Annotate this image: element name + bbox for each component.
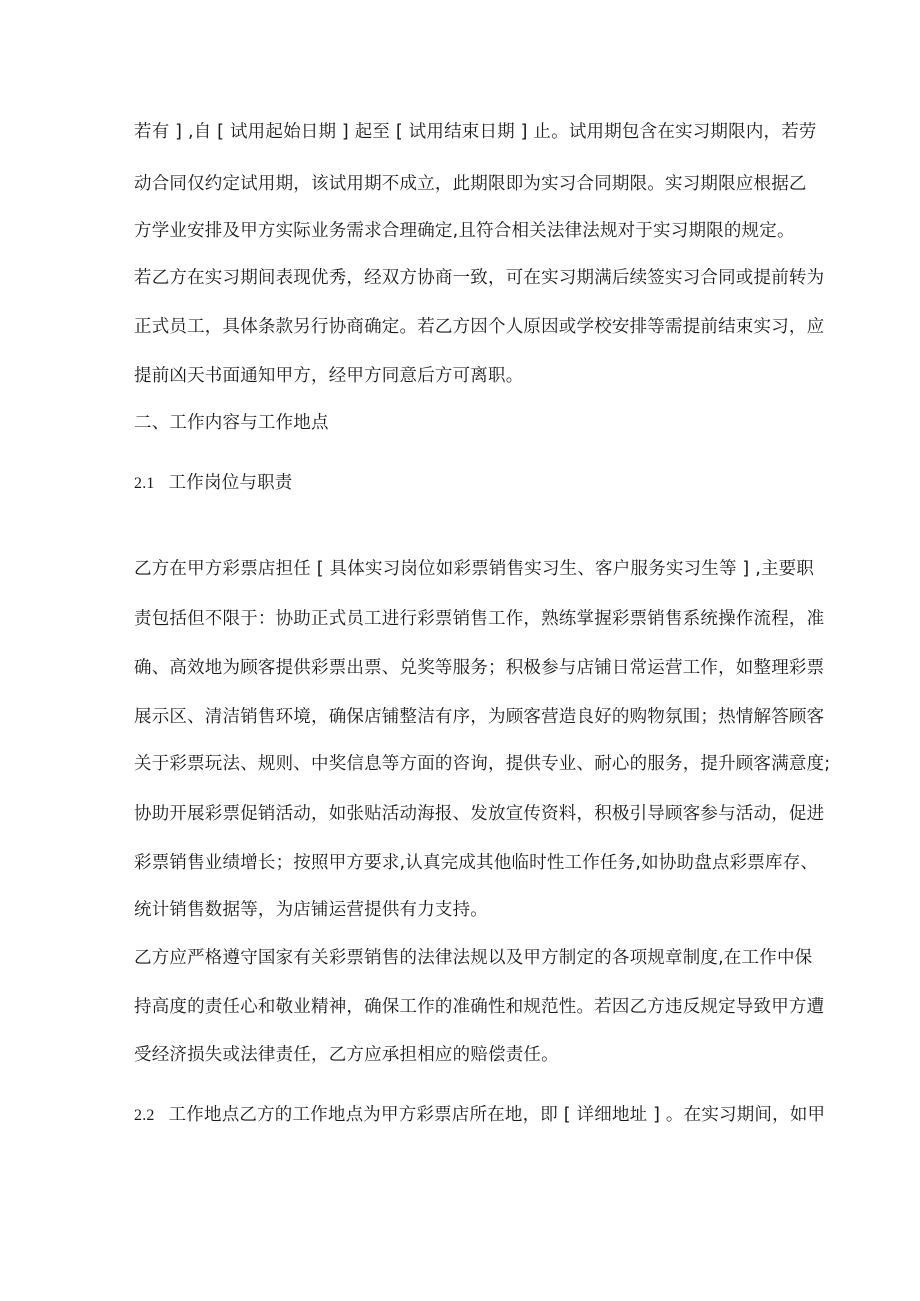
paragraph-line: 协助开展彩票促销活动，如张贴活动海报、发放宣传资料，积极引导顾客参与活动，促进	[134, 804, 825, 824]
paragraph-line: 动合同仅约定试用期，该试用期不成立，此期限即为实习合同期限。实习期限应根据乙	[134, 174, 807, 194]
subsection-number: 2.2	[134, 1107, 155, 1124]
paragraph-line: 展示区、清洁销售环境，确保店铺整洁有序，为顾客营造良好的购物氛围；热情解答顾客	[134, 707, 825, 727]
paragraph-line: 若有 ] ,自 [ 试用起始日期 ] 起至 [ 试用结束日期 ] 止。试用期包含在实习期限内，若劳	[134, 122, 817, 142]
paragraph-line: 若乙方在实习期间表现优秀，经双方协商一致，可在实习期满后续签实习合同或提前转为	[134, 268, 825, 288]
paragraph-line: 责包括但不限于：协助正式员工进行彩票销售工作，熟练掌握彩票销售系统操作流程，准	[134, 609, 825, 629]
section-heading: 二、工作内容与工作地点	[134, 413, 329, 433]
paragraph-line: 持高度的责任心和敬业精神，确保工作的准确性和规范性。若因乙方违反规定导致甲方遭	[134, 997, 825, 1017]
paragraph-line: 彩票销售业绩增长；按照甲方要求,认真完成其他临时性工作任务,如协助盘点彩票库存、	[134, 853, 819, 873]
paragraph-line: 确、高效地为顾客提供彩票出票、兑奖等服务；积极参与店铺日常运营工作，如整理彩票	[134, 658, 825, 678]
subsection-heading-2-2	[134, 1103, 826, 1128]
subsection-number: 2.1	[134, 475, 155, 492]
subsection-text: 工作地点乙方的工作地点为甲方彩票店所在地，即 [ 详细地址 ] 。在实习期间，如甲	[168, 1105, 826, 1125]
paragraph-line: 提前凶天书面通知甲方，经甲方同意后方可离职。	[134, 366, 524, 386]
paragraph-line: 方学业安排及甲方实际业务需求合理确定,且符合相关法律法规对于实习期限的规定。	[134, 221, 795, 241]
subsection-title: 工作岗位与职责	[168, 473, 293, 493]
paragraph-line: 统计销售数据等，为店铺运营提供有力支持。	[134, 900, 488, 920]
paragraph-line: 关于彩票玩法、规则、中奖信息等方面的咨询，提供专业、耐心的服务，提升顾客满意度;	[134, 754, 831, 774]
paragraph-line: 乙方应严格遵守国家有关彩票销售的法律法规以及甲方制定的各项规章制度,在工作中保	[134, 948, 813, 968]
subsection-heading-2-1	[134, 471, 804, 496]
paragraph-line: 受经济损失或法律责任，乙方应承担相应的赔偿责任。	[134, 1045, 559, 1065]
paragraph-line: 正式员工，具体条款另行协商确定。若乙方因个人原因或学校安排等需提前结束实习，应	[134, 317, 825, 337]
paragraph-line: 乙方在甲方彩票店担任 [ 具体实习岗位如彩票销售实习生、客户服务实习生等 ] ,主要职	[134, 559, 815, 579]
